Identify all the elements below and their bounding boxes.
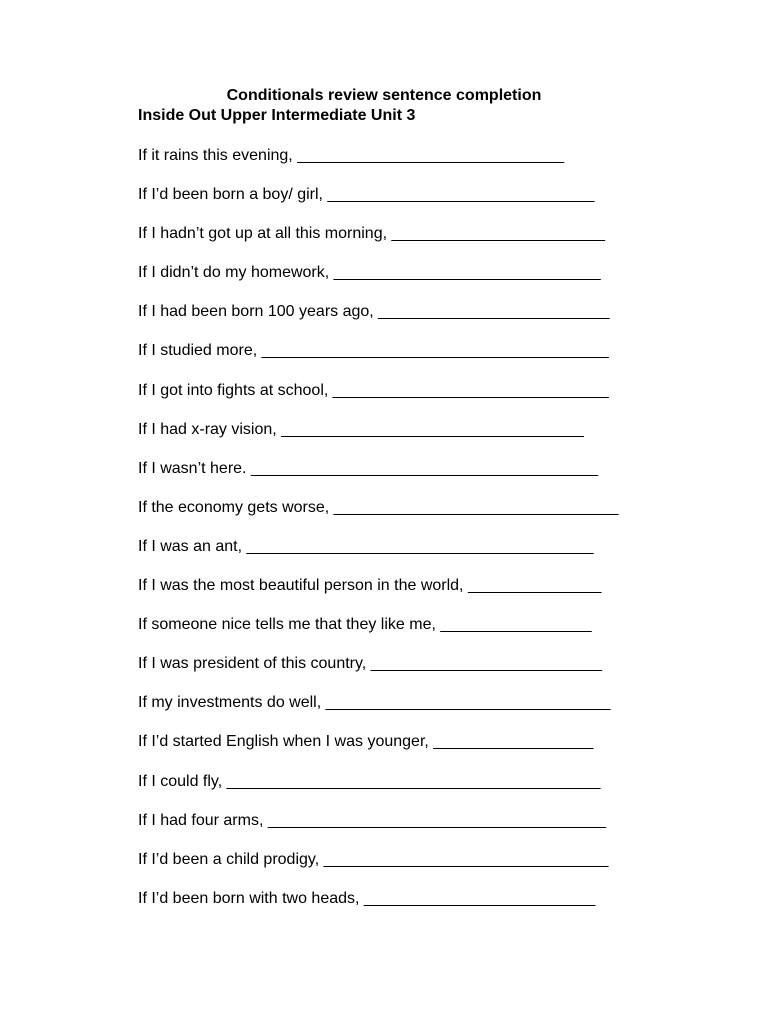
- sentence-prompt-20: If I’d been born with two heads, __________________________: [138, 889, 596, 907]
- sentence-prompt-2: If I’d been born a boy/ girl, ______________________________: [138, 186, 595, 204]
- sentence-prompt-11: If I was an ant, _______________________________________: [138, 537, 594, 555]
- sentence-prompt-16: If I’d started English when I was younger, __________________: [138, 733, 594, 751]
- sentence-prompt-8: If I had x-ray vision, __________________________________: [138, 420, 584, 438]
- sentence-prompt-15: If my investments do well, ________________________________: [138, 694, 611, 712]
- sentence-prompt-19: If I’d been a child prodigy, ________________________________: [138, 850, 609, 868]
- sentence-prompt-7: If I got into fights at school, _______________________________: [138, 381, 609, 399]
- sentence-prompt-13: If someone nice tells me that they like me, _________________: [138, 616, 592, 634]
- sentence-prompt-6: If I studied more, _______________________________________: [138, 342, 609, 360]
- sentence-prompt-1: If it rains this evening, ______________________________: [138, 147, 565, 164]
- sentence-prompt-10: If the economy gets worse, ________________________________: [138, 498, 619, 516]
- sentence-prompt-5: If I had been born 100 years ago, __________________________: [138, 303, 610, 321]
- sentence-prompt-17: If I could fly, __________________________________________: [138, 772, 601, 790]
- worksheet-title: Conditionals review sentence completion: [226, 87, 542, 104]
- sentence-prompt-12: If I was the most beautiful person in the world, _______________: [138, 577, 602, 595]
- sentence-prompt-14: If I was president of this country, __________________________: [138, 655, 603, 673]
- sentence-prompt-3: If I hadn’t got up at all this morning, ________________________: [138, 225, 606, 243]
- worksheet-subtitle: Inside Out Upper Intermediate Unit 3: [138, 107, 416, 124]
- sentence-prompt-9: If I wasn’t here. _______________________________________: [138, 459, 598, 477]
- sentence-prompt-4: If I didn’t do my homework, ______________________________: [138, 264, 601, 282]
- sentence-prompt-18: If I had four arms, ______________________________________: [138, 811, 606, 829]
- sentence-list: [138, 145, 618, 927]
